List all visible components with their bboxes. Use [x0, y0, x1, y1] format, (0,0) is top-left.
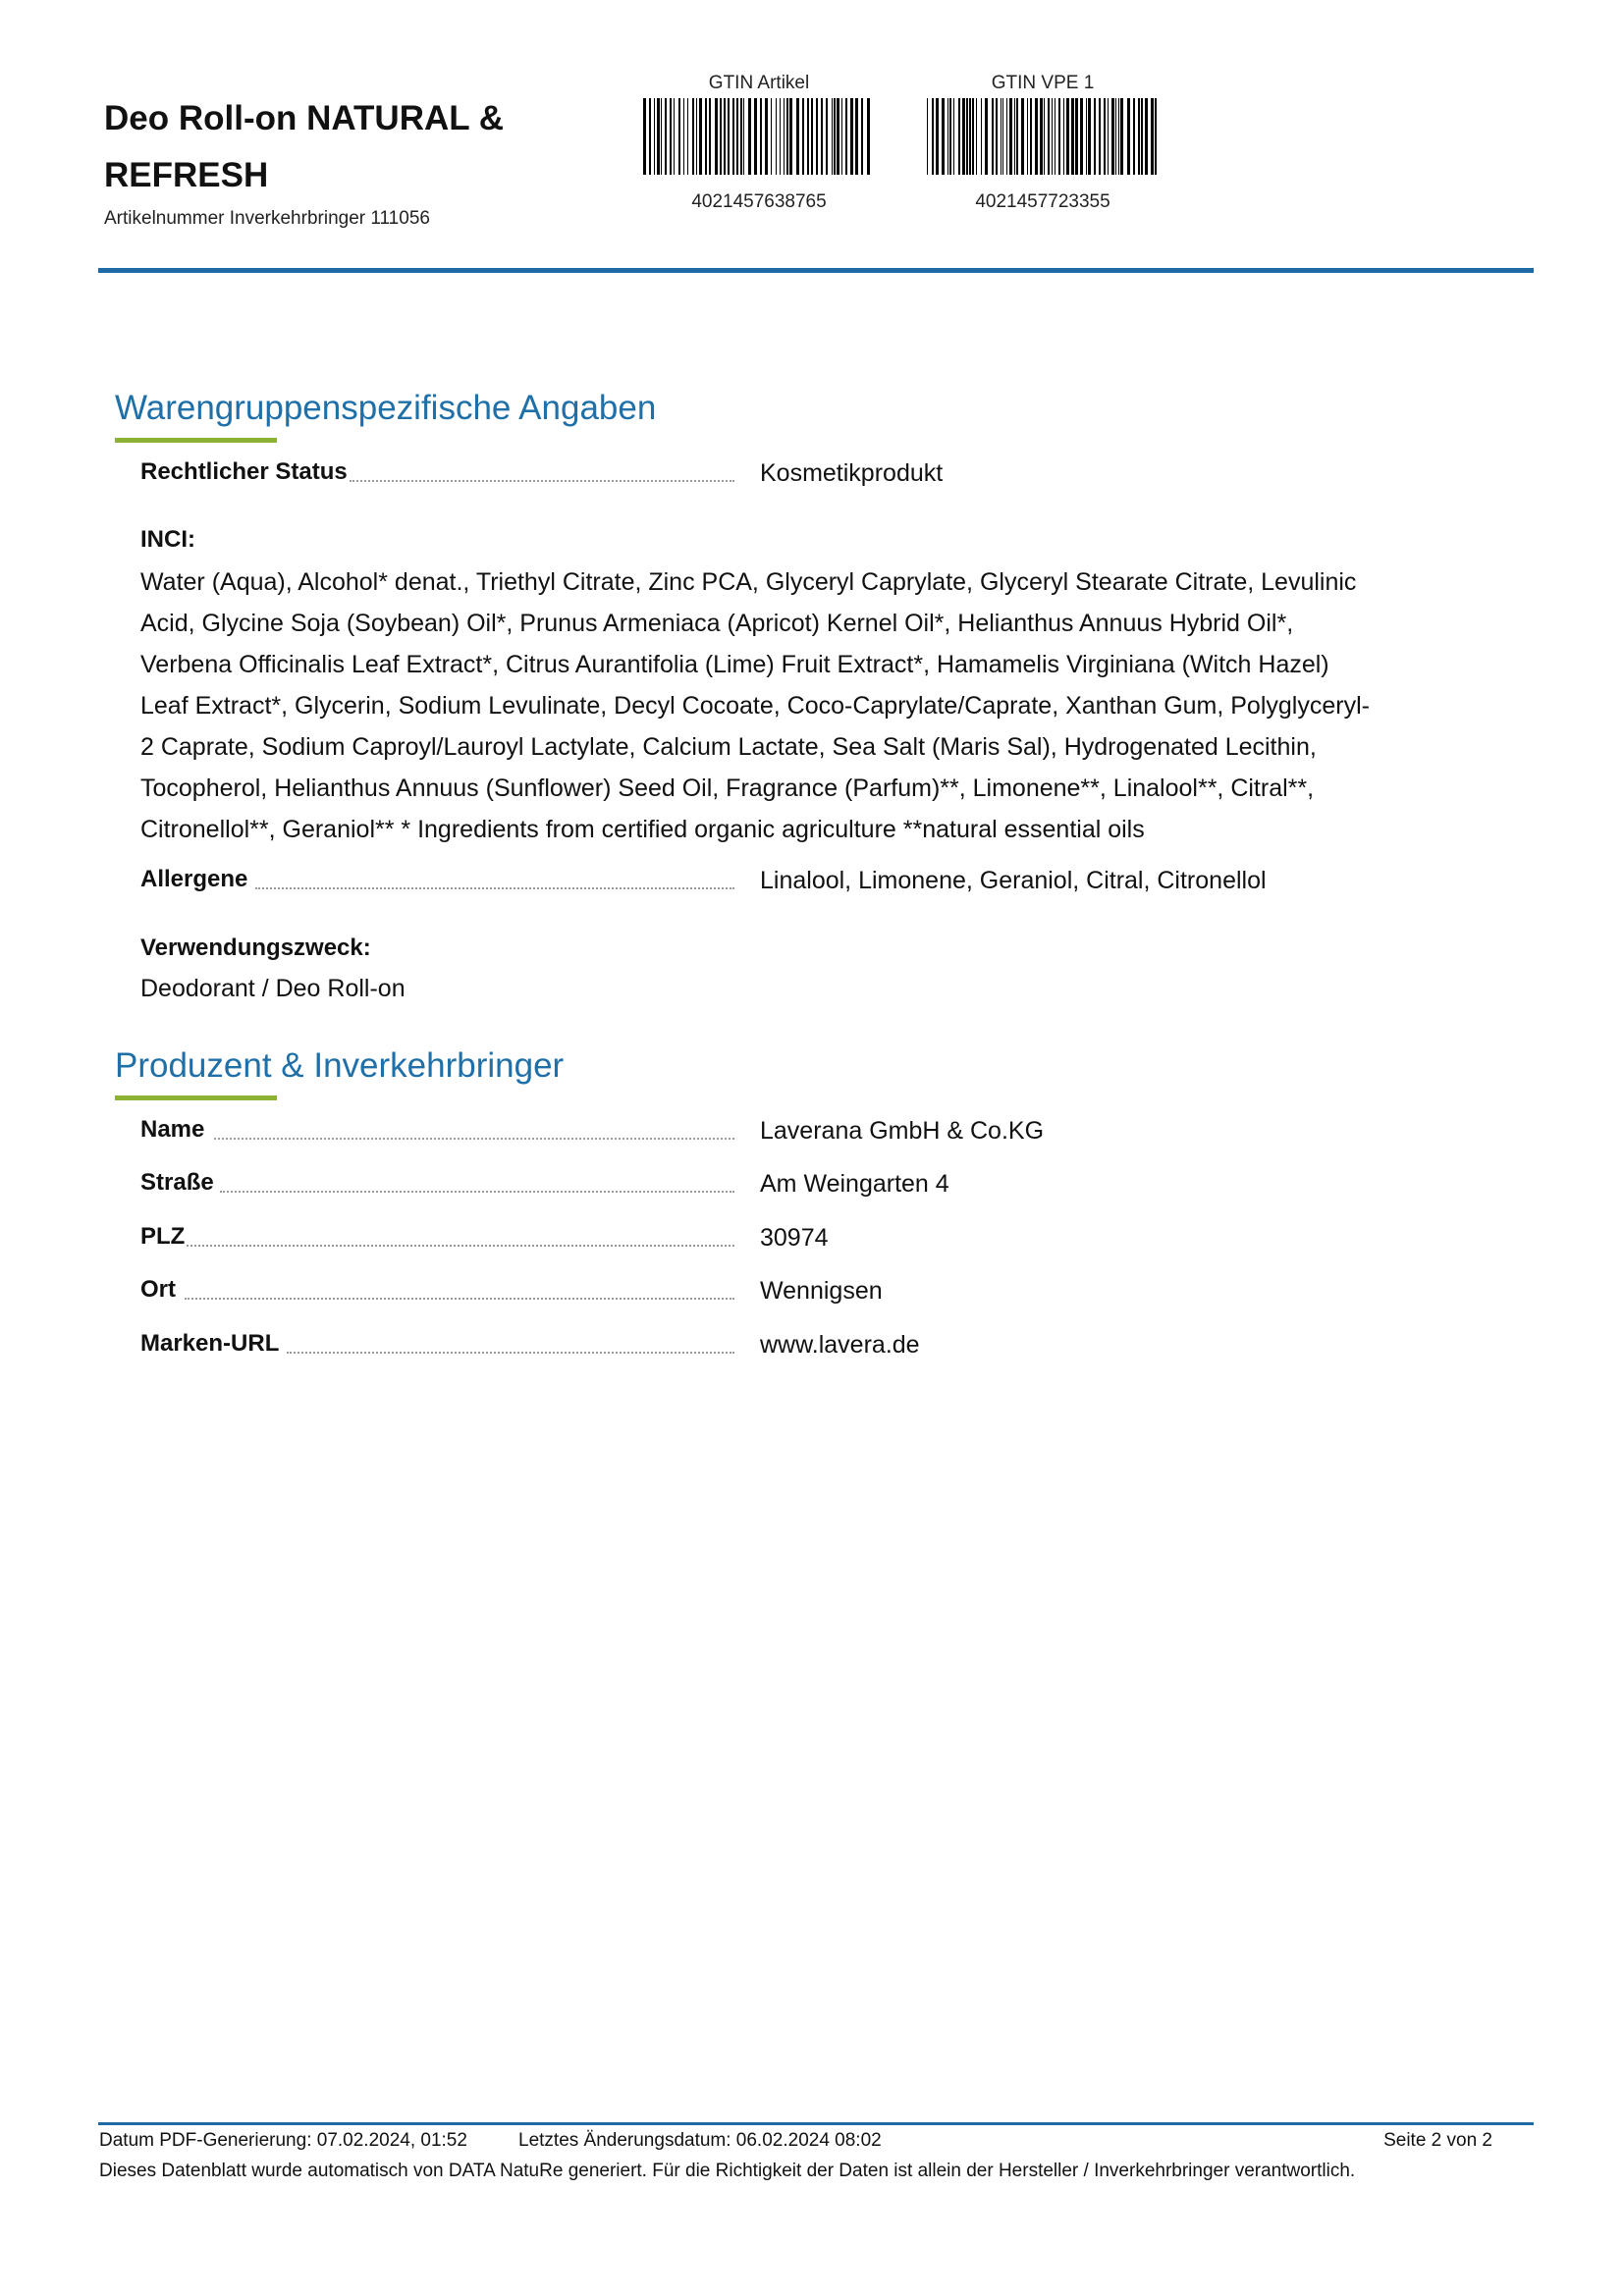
barcode-bar [1094, 98, 1096, 175]
barcode-article-image [643, 98, 875, 175]
barcode-bar [715, 98, 718, 175]
barcode-bar [649, 98, 651, 175]
barcode-bar [1021, 98, 1024, 175]
barcode-bar [1009, 98, 1012, 175]
barcode-bar [705, 98, 707, 175]
barcode-bar [654, 98, 655, 175]
leader-dots [350, 480, 734, 482]
barcode-bar [736, 98, 738, 175]
barcode-bar [1016, 98, 1018, 175]
allergens-value: Linalool, Limonene, Geraniol, Citral, Citronellol [760, 867, 1267, 894]
barcode-bar [728, 98, 730, 175]
producer-street-label: Straße [140, 1169, 214, 1196]
barcode-bar [1115, 98, 1116, 175]
barcode-bar [776, 98, 777, 175]
barcode-bar [802, 98, 804, 175]
barcode-bar [821, 98, 823, 175]
section-underline [115, 1095, 277, 1100]
barcode-bar [832, 98, 833, 175]
barcode-bar [765, 98, 768, 175]
barcode-bar [807, 98, 809, 175]
producer-city-value: Wennigsen [760, 1277, 883, 1305]
barcode-bar [1055, 98, 1056, 175]
barcode-bar [1071, 98, 1074, 175]
barcode-bar [1133, 98, 1135, 175]
barcode-bar [699, 98, 702, 175]
barcode-bar [841, 98, 842, 175]
leader-dots [287, 1352, 734, 1354]
barcode-bar [1006, 98, 1007, 175]
footer-changed-date: Letztes Änderungsdatum: 06.02.2024 08:02 [518, 2130, 882, 2151]
barcode-bar [1075, 98, 1078, 175]
footer-divider [98, 2122, 1534, 2125]
barcode-bar [796, 98, 799, 175]
barcode-bar [811, 98, 813, 175]
barcode-bar [709, 98, 711, 175]
barcode-bar [867, 98, 870, 175]
footer-page-number: Seite 2 von 2 [1383, 2130, 1492, 2151]
barcode-bar [992, 98, 994, 175]
barcode-bar [1040, 98, 1043, 175]
barcode-bar [724, 98, 726, 175]
barcode-label-vpe: GTIN VPE 1 [991, 73, 1095, 93]
brand-url-value[interactable]: www.lavera.de [760, 1331, 920, 1359]
barcode-bar [936, 98, 939, 175]
barcode-bar [855, 98, 858, 175]
barcode-bar [834, 98, 836, 175]
barcode-bar [969, 98, 971, 175]
barcode-number-article: 4021457638765 [691, 191, 827, 212]
barcode-bar [1108, 98, 1109, 175]
barcode-bar [1145, 98, 1148, 175]
barcode-bar [1058, 98, 1060, 175]
barcode-bar [1111, 98, 1114, 175]
barcode-bar [1141, 98, 1143, 175]
producer-city-label: Ort [140, 1276, 176, 1303]
section-underline [115, 438, 277, 443]
barcode-number-vpe: 4021457723355 [975, 191, 1110, 212]
barcode-bar [932, 98, 934, 175]
inci-ingredients-text: Water (Aqua), Alcohol* denat., Triethyl Citrate, Zinc PCA, Glyceryl Caprylate, Glyceryl Stearate Citrate, Levulinic Acid, Glycine Soja (Soybean) Oil*, Prunus Armeniaca (Apricot) Kernel Oil*, Helianthus Annuus Hybrid Oil*, Verbena Officinalis Leaf Extract*, Citrus Aurantifolia (Lime) Fruit Extract*, Hamamelis Virginiana (Witch Hazel) Leaf Extract*, Glycerin, Sodium Levulinate, Decyl Cocoate, Coco-Caprylate/Caprate, Xanthan Gum, Polyglyceryl-2 Caprate, Sodium Caproyl/Lauroyl Lactylate, Calcium Lactate, Sea Salt (Maris Sal), Hydrogenated Lecithin, Tocopherol, Helianthus Annuus (Sunflower) Seed Oil, Fragrance (Parfum)**, Limonene**, Linalool**, Citral**, Citronellol**, Geraniol** * Ingredients from certified organic agriculture **natural essential oils [140, 568, 1370, 843]
barcode-bar [1030, 98, 1032, 175]
barcode-bar [1127, 98, 1130, 175]
producer-street-value: Am Weingarten 4 [760, 1170, 949, 1198]
barcode-bar [760, 98, 762, 175]
barcode-bar [953, 98, 954, 175]
barcode-bar [670, 98, 672, 175]
barcode-bar [1052, 98, 1053, 175]
leader-dots [220, 1191, 734, 1193]
barcode-bar [1099, 98, 1101, 175]
barcode-bar [1086, 98, 1087, 175]
barcode-bar [720, 98, 722, 175]
barcode-bar [861, 98, 863, 175]
article-number: Artikelnummer Inverkehrbringer 111056 [104, 208, 430, 229]
barcode-bar [643, 98, 646, 175]
barcode-bar [754, 98, 757, 175]
allergens-label: Allergene [140, 866, 248, 892]
barcode-bar [850, 98, 853, 175]
usage-heading: Verwendungszweck: [140, 934, 371, 961]
inci-heading: INCI: [140, 526, 195, 553]
barcode-bar [1035, 98, 1038, 175]
barcode-label-article: GTIN Artikel [708, 73, 810, 93]
barcode-bar [981, 98, 982, 175]
barcode-bar [687, 98, 688, 175]
barcode-bar [789, 98, 792, 175]
barcode-bar [947, 98, 948, 175]
barcode-bar [1104, 98, 1106, 175]
barcode-bar [780, 98, 781, 175]
barcode-bar [962, 98, 965, 175]
header-divider [98, 268, 1534, 273]
barcode-bar [1118, 98, 1119, 175]
barcode-bar [1120, 98, 1123, 175]
barcode-bar [657, 98, 660, 175]
section-title-producer: Produzent & Inverkehrbringer [115, 1046, 565, 1085]
barcode-vpe-image [927, 98, 1159, 175]
barcode-bar [1027, 98, 1028, 175]
barcode-bar [1002, 98, 1003, 175]
barcode-bar [665, 98, 667, 175]
barcode-bar [826, 98, 828, 175]
barcode-bar [692, 98, 694, 175]
barcode-bar [1014, 98, 1015, 175]
usage-text: Deodorant / Deo Roll-on [140, 975, 406, 1002]
legal-status-value: Kosmetikprodukt [760, 459, 944, 487]
barcode-bar [748, 98, 751, 175]
barcode-bar [972, 98, 974, 175]
barcode-bar [1063, 98, 1064, 175]
barcode-bar [1088, 98, 1091, 175]
barcode-bar [674, 98, 675, 175]
product-title: Deo Roll-on NATURAL & REFRESH [104, 99, 504, 194]
barcode-bar [1138, 98, 1140, 175]
barcode-bar [786, 98, 788, 175]
leader-dots [214, 1138, 734, 1140]
producer-name-label: Name [140, 1116, 205, 1143]
barcode-bar [816, 98, 818, 175]
section-title-product-group: Warengruppenspezifische Angaben [115, 389, 657, 427]
leader-dots [185, 1298, 734, 1300]
leader-dots [255, 887, 734, 889]
barcode-bar [927, 98, 928, 175]
barcode-bar [678, 98, 680, 175]
barcode-bar [732, 98, 734, 175]
barcode-bar [845, 98, 847, 175]
barcode-bar [996, 98, 998, 175]
producer-name-value: Laverana GmbH & Co.KG [760, 1117, 1045, 1145]
barcode-bar [771, 98, 772, 175]
barcode-bar [1048, 98, 1050, 175]
footer-disclaimer: Dieses Datenblatt wurde automatisch von DATA NatuRe generiert. Für die Richtigkeit der Daten ist allein der Hersteller / Inverkehrbringer verantwortlich. [99, 2161, 1356, 2181]
producer-zip-label: PLZ [140, 1223, 186, 1250]
barcode-bar [784, 98, 785, 175]
barcode-bar [976, 98, 977, 175]
barcode-bar [985, 98, 988, 175]
barcode-bar [1080, 98, 1083, 175]
barcode-bar [743, 98, 744, 175]
barcode-bar [958, 98, 960, 175]
barcode-bar [1066, 98, 1069, 175]
barcode-bar [1151, 98, 1154, 175]
barcode-bar [942, 98, 945, 175]
producer-zip-value: 30974 [760, 1224, 829, 1252]
leader-dots [187, 1245, 734, 1247]
barcode-bar [683, 98, 684, 175]
brand-url-label: Marken-URL [140, 1330, 280, 1357]
barcode-bar [740, 98, 742, 175]
legal-status-label: Rechtlicher Status [140, 458, 348, 485]
footer-generated-date: Datum PDF-Generierung: 07.02.2024, 01:52 [99, 2130, 467, 2151]
barcode-bar [966, 98, 968, 175]
barcode-bar [949, 98, 951, 175]
barcode-bar [1044, 98, 1045, 175]
barcode-bar [1155, 98, 1157, 175]
barcode-bar [837, 98, 839, 175]
barcode-bar [661, 98, 662, 175]
barcode-bar [696, 98, 697, 175]
